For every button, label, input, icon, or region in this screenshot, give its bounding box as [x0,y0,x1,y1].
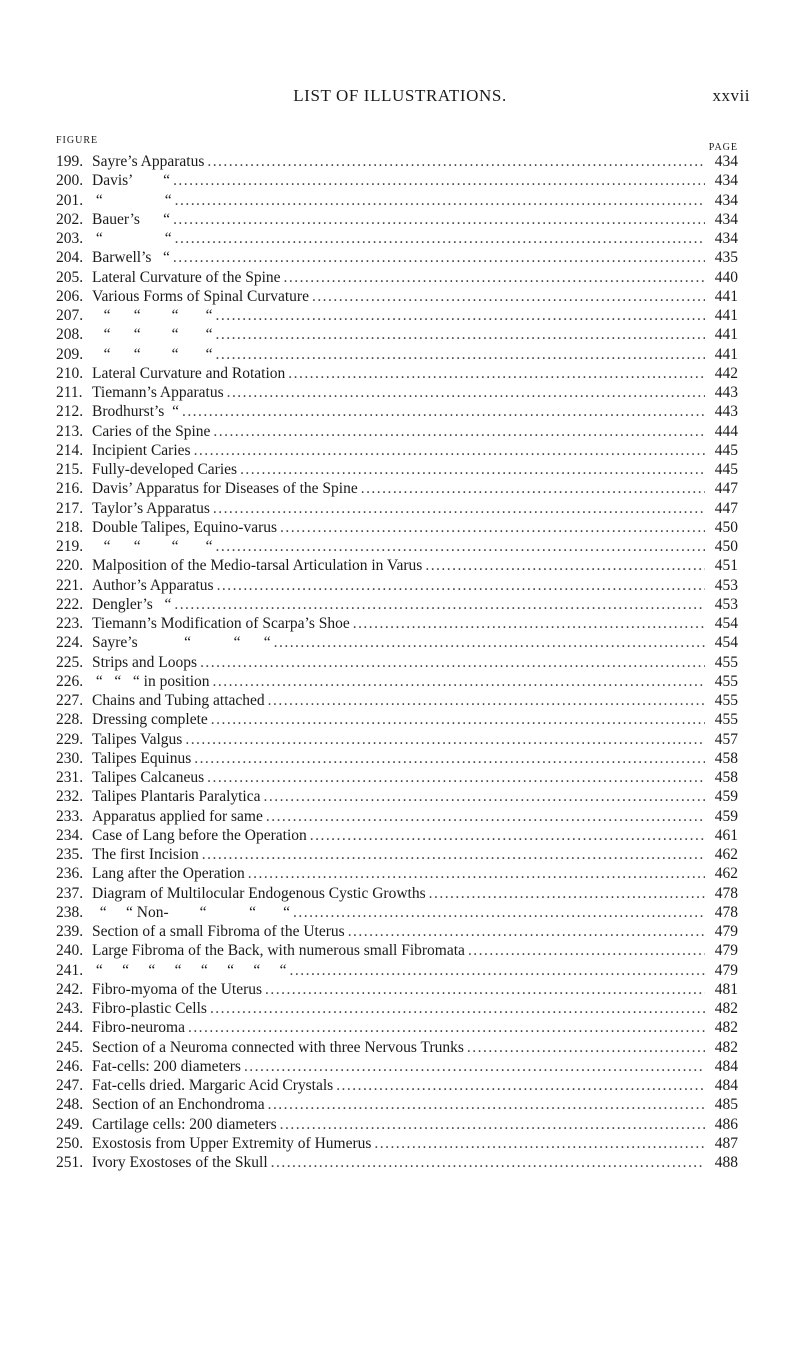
figure-title: Sayre’s “ “ “ [92,634,271,652]
figure-number: 217. [56,499,84,517]
figure-title: Section of an Enchondroma [92,1096,265,1114]
figure-column-label: FIGURE [56,135,99,146]
dot-leader [312,287,705,306]
figure-title: Ivory Exostoses of the Skull [92,1154,268,1171]
figure-title: “ “ “ “ “ “ “ “ [92,961,287,979]
page-reference: 435 [714,249,738,267]
list-item [56,441,738,460]
page-reference: 453 [714,576,738,594]
page-reference: 451 [714,557,738,575]
figure-number: 223. [56,615,84,632]
figure-title: Diagram of Multilocular Endogenous Cystic Growths [92,884,426,902]
figure-title: Exostosis from Upper Extremity of Humerus [92,1134,372,1152]
figure-title: Caries of the Spine [92,422,211,440]
figure-number: 201. [56,191,84,209]
running-head [0,86,800,110]
page-reference: 440 [714,268,738,286]
figure-number: 203. [56,230,84,247]
list-item [56,287,738,306]
list-item [56,518,738,537]
list-item [56,479,738,498]
figure-number: 221. [56,576,84,594]
list-item [56,576,738,595]
figure-title: Various Forms of Spinal Curvature [92,287,309,305]
dot-leader [268,1095,705,1114]
list-item [56,653,738,672]
list-item [56,1095,738,1114]
list-item [56,787,738,806]
figure-number: 240. [56,942,84,960]
figure-title: “ “ “ “ [92,307,213,324]
list-item [56,691,738,710]
page-reference: 450 [714,538,738,555]
figure-number: 233. [56,807,84,825]
dot-leader [468,941,705,960]
figure-number: 216. [56,480,84,498]
figure-title: Fully-developed Caries [92,461,238,478]
list-item [56,941,738,960]
dot-leader [271,1153,705,1172]
page-reference: 447 [714,480,738,498]
page-reference: 459 [714,807,738,825]
figure-number: 236. [56,865,84,883]
page-reference: 485 [714,1096,738,1114]
dot-leader [216,345,705,364]
figure-title: Dressing complete [92,711,208,729]
page-reference: 434 [714,172,738,190]
list-item [56,903,738,922]
figure-title: Strips and Loops [92,653,198,671]
figure-title: “ “ “ in position [92,672,210,690]
figure-title: Section of a Neuroma connected with three Nervous Trunks [92,1038,464,1056]
page-reference: 441 [714,287,738,305]
dot-leader [348,922,705,941]
dot-leader [293,903,705,922]
dot-leader [185,730,705,749]
figure-title: The first Incision [92,846,199,863]
list-item [56,1115,738,1134]
page-reference: 487 [714,1134,738,1152]
page-reference: 445 [714,441,738,459]
list-item [56,191,738,210]
page-reference: 458 [714,769,738,786]
list-item [56,499,738,518]
figure-number: 206. [56,287,84,305]
figure-number: 235. [56,846,84,863]
list-item [56,807,738,826]
list-item [56,229,738,248]
figure-number: 245. [56,1038,84,1056]
figure-title: Davis’ Apparatus for Diseases of the Spine [92,480,358,498]
figure-number: 246. [56,1057,84,1075]
figure-title: Chains and Tubing attached [92,692,265,709]
list-item [56,614,738,633]
list-item [56,730,738,749]
figure-number: 215. [56,461,84,478]
dot-leader [336,1076,705,1095]
list-item [56,1153,738,1172]
list-item [56,1018,738,1037]
figure-number: 209. [56,345,84,363]
page-reference: 458 [714,749,738,767]
list-item [56,633,738,652]
figure-title: Lateral Curvature of the Spine [92,268,281,286]
page-reference: 443 [714,403,738,421]
figure-number: 244. [56,1019,84,1037]
list-item [56,1076,738,1095]
figure-title: Section of a small Fibroma of the Uterus [92,923,345,940]
figure-title: Tiemann’s Apparatus [92,384,224,401]
figure-title: Fat-cells dried. Margaric Acid Crystals [92,1077,334,1094]
list-item [56,306,738,325]
figure-number: 248. [56,1096,84,1114]
dot-leader [264,787,705,806]
list-item [56,922,738,941]
page-column-label: PAGE [708,142,738,153]
dot-leader [361,479,705,498]
dot-leader [429,884,705,903]
figure-number: 238. [56,903,84,921]
page-reference: 459 [714,788,738,806]
dot-leader [207,152,705,171]
figure-title: Double Talipes, Equino-varus [92,518,278,536]
figure-title: Taylor’s Apparatus [92,499,210,517]
dot-leader [202,845,705,864]
dot-leader [182,402,705,421]
figure-title: “ “ “ “ [92,326,213,344]
page-reference: 457 [714,730,738,748]
list-item [56,402,738,421]
page-reference: 442 [714,364,738,382]
figure-title: Author’s Apparatus [92,576,214,594]
page-reference: 450 [714,518,738,536]
dot-leader [216,325,705,344]
dot-leader [290,961,705,980]
figure-title: Apparatus applied for same [92,807,263,825]
list-item [56,268,738,287]
figure-title: Case of Lang before the Operation [92,826,307,844]
dot-leader [207,768,705,787]
figure-number: 226. [56,672,84,690]
dot-leader [280,1115,705,1134]
figure-number: 237. [56,884,84,902]
figure-title: Sayre’s Apparatus [92,153,205,170]
figure-number: 212. [56,403,84,421]
page-reference: 461 [714,826,738,844]
figure-number: 251. [56,1154,84,1171]
page-reference: 434 [714,153,738,170]
page-reference: 482 [714,1038,738,1056]
dot-leader [374,1134,705,1153]
figure-number: 214. [56,441,84,459]
figure-number: 227. [56,692,84,709]
dot-leader [213,499,705,518]
list-item [56,1134,738,1153]
page-reference: 441 [714,345,738,363]
list-item [56,1057,738,1076]
dot-leader [274,633,705,652]
page-reference: 484 [714,1077,738,1094]
dot-leader [213,422,705,441]
list-item [56,556,738,575]
page-reference: 462 [714,846,738,863]
list-item [56,364,738,383]
running-title: LIST OF ILLUSTRATIONS. [293,86,507,105]
figure-title: Talipes Plantaris Paralytica [92,788,261,806]
figure-number: 247. [56,1077,84,1094]
list-item [56,325,738,344]
figure-title: Lateral Curvature and Rotation [92,364,286,382]
dot-leader [175,191,705,210]
figure-title: Bauer’s “ [92,210,171,228]
page-reference: 482 [714,1019,738,1037]
list-item [56,152,738,171]
figure-number: 204. [56,249,84,267]
list-item [56,710,738,729]
dot-leader [216,306,705,325]
figure-number: 210. [56,364,84,382]
figure-title: Malposition of the Medio-tarsal Articulation in Varus [92,557,423,575]
list-item [56,672,738,691]
dot-leader [216,537,705,556]
dot-leader [244,1057,705,1076]
dot-leader [213,672,705,691]
page-reference: 486 [714,1115,738,1133]
list-item [56,826,738,845]
dot-leader [200,653,705,672]
figure-title: “ “ Non- “ “ “ [92,903,291,921]
page-reference: 481 [714,980,738,998]
page-reference: 478 [714,884,738,902]
page-reference: 462 [714,865,738,883]
dot-leader [284,268,705,287]
list-item [56,999,738,1018]
figure-number: 231. [56,769,84,786]
page-reference: 441 [714,307,738,324]
figure-title: Talipes Valgus [92,730,183,748]
dot-leader [288,364,705,383]
figure-number: 205. [56,268,84,286]
page-reference: 455 [714,672,738,690]
figure-title: Fibro-plastic Cells [92,1000,207,1017]
page-reference: 455 [714,692,738,709]
figure-title: Brodhurst’s “ [92,403,179,421]
page-reference: 479 [714,923,738,940]
dot-leader [467,1038,705,1057]
dot-leader [174,595,705,614]
dot-leader [217,576,705,595]
page-reference: 434 [714,191,738,209]
dot-leader [268,691,705,710]
page-reference: 482 [714,1000,738,1017]
figure-title: Talipes Calcaneus [92,769,205,786]
figure-number: 241. [56,961,84,979]
figure-title: Fibro-myoma of the Uterus [92,980,263,998]
page-reference: 453 [714,595,738,613]
page-reference: 455 [714,653,738,671]
page-reference: 443 [714,384,738,401]
figure-title: Large Fibroma of the Back, with numerous small Fibromata [92,942,465,960]
figure-title: Fat-cells: 200 diameters [92,1057,241,1075]
figure-title: “ “ [92,191,172,209]
dot-leader [425,556,705,575]
page-reference: 441 [714,326,738,344]
figure-title: Talipes Equinus [92,749,192,767]
figure-number: 200. [56,172,84,190]
figure-number: 250. [56,1134,84,1152]
page-reference: 479 [714,942,738,960]
dot-leader [353,614,705,633]
figure-title: “ “ “ “ [92,345,213,363]
list-item [56,422,738,441]
dot-leader [173,248,705,267]
dot-leader [227,383,705,402]
list-item [56,460,738,479]
figure-title: Davis’ “ [92,172,171,190]
dot-leader [210,999,705,1018]
page-reference: 479 [714,961,738,979]
figure-title: Tiemann’s Modification of Scarpa’s Shoe [92,615,350,632]
figure-number: 219. [56,538,84,555]
figure-number: 229. [56,730,84,748]
page-number: xxvii [712,86,750,105]
list-item [56,171,738,190]
figure-title: Dengler’s “ [92,595,172,613]
figure-title: Barwell’s “ [92,249,170,267]
list-item [56,1038,738,1057]
figure-number: 211. [56,384,83,401]
page-reference: 488 [714,1154,738,1171]
list-item [56,595,738,614]
page-reference: 454 [714,615,738,632]
dot-leader [265,980,705,999]
figure-number: 199. [56,153,84,170]
page-reference: 455 [714,711,738,729]
list-item [56,383,738,402]
list-item [56,884,738,903]
figure-number: 222. [56,595,84,613]
list-item [56,980,738,999]
list-item [56,248,738,267]
dot-leader [240,460,705,479]
figure-number: 220. [56,557,84,575]
page-reference: 447 [714,499,738,517]
dot-leader [194,749,705,768]
page-reference: 444 [714,422,738,440]
page-reference: 478 [714,903,738,921]
dot-leader [188,1018,705,1037]
list-item [56,768,738,787]
figure-number: 234. [56,826,84,844]
figure-number: 208. [56,326,84,344]
figure-title: Incipient Caries [92,441,191,459]
list-item [56,345,738,364]
dot-leader [194,441,705,460]
figure-title: Cartilage cells: 200 diameters [92,1115,277,1133]
illustration-list [56,152,738,1172]
figure-title: Lang after the Operation [92,865,245,883]
dot-leader [173,171,705,190]
list-item [56,845,738,864]
page-reference: 484 [714,1057,738,1075]
dot-leader [310,826,705,845]
list-item [56,749,738,768]
dot-leader [266,807,705,826]
dot-leader [248,864,705,883]
list-item [56,864,738,883]
dot-leader [280,518,705,537]
figure-title: “ “ “ “ [92,538,213,555]
figure-number: 224. [56,634,84,652]
list-item [56,537,738,556]
figure-number: 228. [56,711,84,729]
page-reference: 434 [714,230,738,247]
list-item [56,961,738,980]
page-reference: 454 [714,634,738,652]
page-reference: 445 [714,461,738,478]
figure-number: 202. [56,210,84,228]
page-reference: 434 [714,210,738,228]
figure-number: 243. [56,1000,84,1017]
figure-number: 218. [56,518,84,536]
figure-number: 207. [56,307,84,324]
list-item [56,210,738,229]
dot-leader [173,210,705,229]
figure-number: 225. [56,653,84,671]
figure-title: “ “ [92,230,172,247]
figure-number: 239. [56,923,84,940]
dot-leader [211,710,705,729]
figure-number: 242. [56,980,84,998]
figure-title: Fibro-neuroma [92,1019,185,1037]
figure-number: 232. [56,788,84,806]
figure-number: 213. [56,422,84,440]
figure-number: 230. [56,749,84,767]
dot-leader [175,229,705,248]
figure-number: 249. [56,1115,84,1133]
